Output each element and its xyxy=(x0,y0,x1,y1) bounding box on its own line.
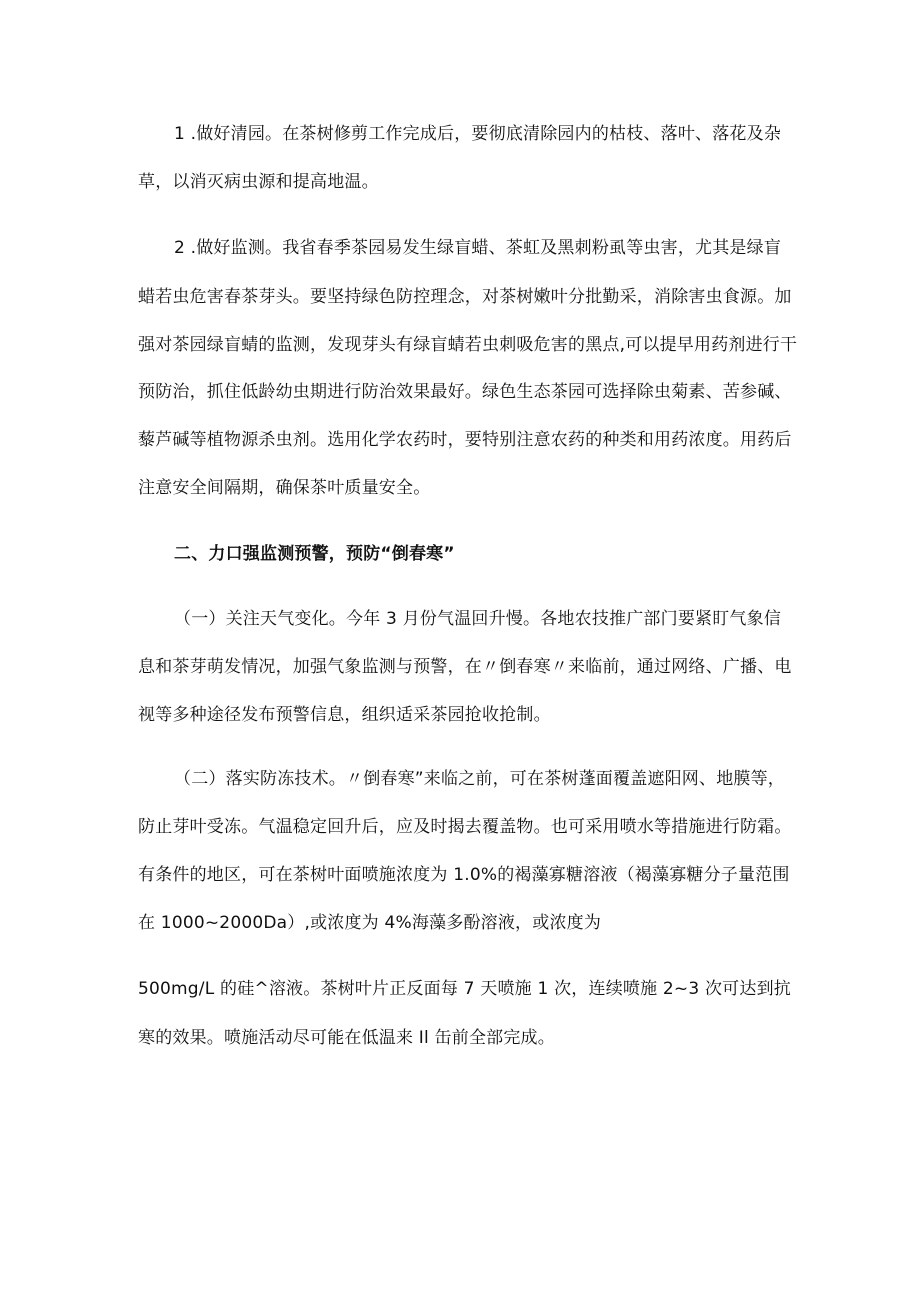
paragraph-2-line-1: 2 .做好监测。我省春季茶园易发生绿盲蜡、茶虹及黑刺粉虱等虫害，尤其是绿盲 xyxy=(174,238,782,258)
paragraph-1-line-2: 草，以消灭病虫源和提高地温。 xyxy=(138,172,379,192)
paragraph-4-line-4: 在 1000~2000Da）,或浓度为 4%海藻多酚溶液，或浓度为 xyxy=(138,913,602,933)
section-heading: 二、力口强监测预警，预防“倒春寒” xyxy=(174,544,455,564)
paragraph-2-line-3: 强对茶园绿盲蜻的监测，发现芽头有绿盲蜻若虫刺吸危害的黑点,可以提早用药剂进行干 xyxy=(138,335,798,355)
paragraph-3-line-1: （一）关注天气变化。今年 3 月份气温回升慢。各地农技推广部门要紧盯气象信 xyxy=(174,609,782,629)
paragraph-3-line-3: 视等多种途径发布预警信息，组织适采茶园抢收抢制。 xyxy=(138,705,551,725)
paragraph-4-line-2: 防止芽叶受冻。气温稳定回升后，应及时揭去覆盖物。也可采用喷水等措施进行防霜。 xyxy=(138,817,792,837)
paragraph-2-line-6: 注意安全间隔期，确保茶叶质量安全。 xyxy=(138,478,431,498)
paragraph-2-line-4: 预防治，抓住低龄幼虫期进行防治效果最好。绿色生态茶园可选择除虫菊素、苦参碱、 xyxy=(138,382,792,402)
paragraph-5-line-1: 500mg/L 的硅^溶液。茶树叶片正反面每 7 天喷施 1 次，连续喷施 2~3 次可达到抗 xyxy=(138,979,791,999)
paragraph-5-line-2: 寒的效果。喷施活动尽可能在低温来 Il 缶前全部完成。 xyxy=(138,1028,555,1048)
paragraph-1-line-1: 1 .做好清园。在茶树修剪工作完成后，要彻底清除园内的枯枝、落叶、落花及杂 xyxy=(174,124,782,144)
paragraph-2-line-2: 蜡若虫危害春茶芽头。要坚持绿色防控理念，对茶树嫩叶分批勤采，消除害虫食源。加 xyxy=(138,287,792,307)
paragraph-4-line-3: 有条件的地区，可在茶树叶面喷施浓度为 1.0%的褐藻寡糖溶液（褐藻寡糖分子量范围 xyxy=(138,865,790,885)
paragraph-2-line-5: 藜芦碱等植物源杀虫剂。选用化学农药时，要特别注意农药的种类和用药浓度。用药后 xyxy=(138,430,792,450)
paragraph-3-line-2: 息和茶芽萌发情况，加强气象监测与预警，在〃倒春寒〃来临前，通过网络、广播、电 xyxy=(138,657,792,677)
paragraph-4-line-1: （二）落实防冻技术。〃倒春寒”来临之前，可在茶树蓬面覆盖遮阳网、地膜等， xyxy=(174,769,786,789)
